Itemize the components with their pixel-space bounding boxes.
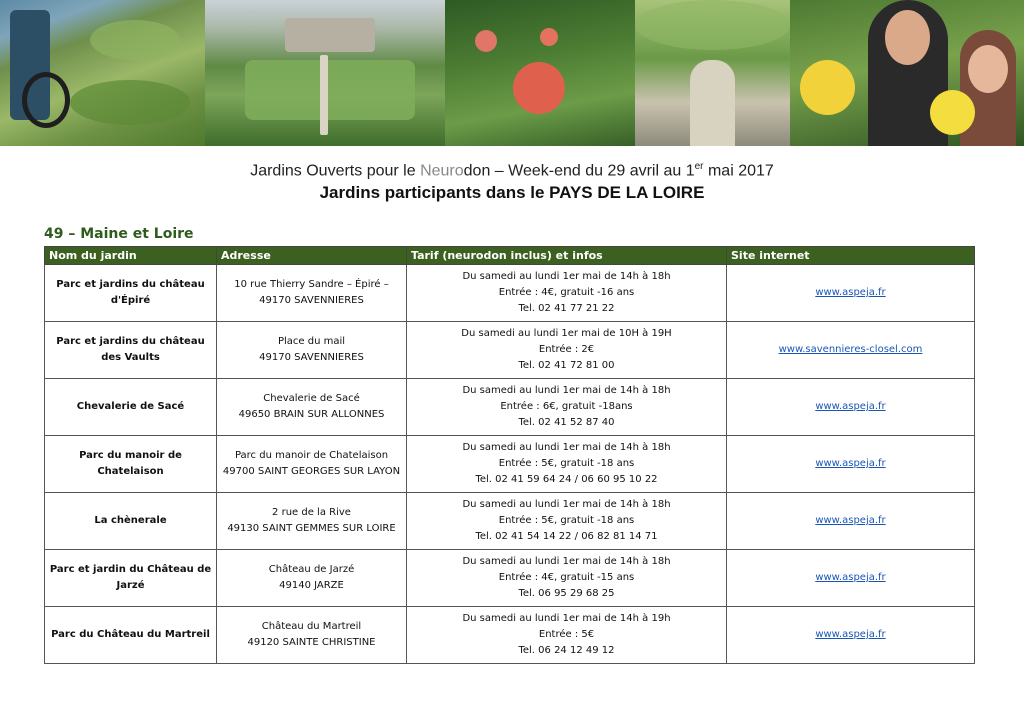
garden-name: Parc du manoir de Chatelaison (45, 436, 217, 493)
garden-info (407, 265, 727, 322)
info-line: Entrée : 4€, gratuit -15 ans (498, 572, 635, 583)
garden-info (407, 607, 727, 664)
info-line: Du samedi au lundi 1er mai de 14h à 18h (462, 442, 671, 453)
website-link[interactable]: www.aspeja.fr (815, 458, 886, 469)
info-line: Du samedi au lundi 1er mai de 10H à 19H (461, 328, 672, 339)
garden-info (407, 322, 727, 379)
banner-photo-family (790, 0, 1024, 146)
info-line: Tel. 02 41 54 14 22 / 06 82 81 14 71 (475, 531, 658, 542)
column-header-name: Nom du jardin (45, 247, 217, 265)
address-line: Parc du manoir de Chatelaison (234, 450, 389, 461)
neurodon-highlight: Neuro (420, 162, 464, 180)
garden-name: Parc et jardins du château d'Épiré (45, 265, 217, 322)
column-header-address: Adresse (217, 247, 407, 265)
address-line: Château de Jarzé (268, 564, 355, 575)
garden-name: La chènerale (45, 493, 217, 550)
garden-info (407, 436, 727, 493)
table-row (45, 379, 975, 436)
address-line: 49140 JARZE (279, 580, 344, 591)
info-line: Entrée : 2€ (538, 344, 595, 355)
address-line: Château du Martreil (261, 621, 362, 632)
info-line: Tel. 06 24 12 49 12 (518, 645, 615, 656)
garden-name: Parc et jardins du château des Vaults (45, 322, 217, 379)
garden-info (407, 379, 727, 436)
table-row (45, 265, 975, 322)
info-line: Entrée : 6€, gratuit -18ans (500, 401, 633, 412)
banner-photo-strip (0, 0, 1024, 146)
garden-name: Parc du Château du Martreil (45, 607, 217, 664)
info-line: Tel. 06 95 29 68 25 (518, 588, 615, 599)
table-row (45, 550, 975, 607)
banner-photo-chateau (205, 0, 445, 146)
table-row (45, 436, 975, 493)
garden-address (217, 607, 407, 664)
garden-address (217, 265, 407, 322)
column-header-info: Tarif (neurodon inclus) et infos (407, 247, 727, 265)
garden-name: Chevalerie de Sacé (45, 379, 217, 436)
info-line: Entrée : 4€, gratuit -16 ans (498, 287, 635, 298)
column-header-website: Site internet (727, 247, 975, 265)
address-line: 49650 BRAIN SUR ALLONNES (238, 409, 385, 420)
address-line: 49170 SAVENNIERES (259, 295, 364, 306)
table-header-row (45, 247, 975, 265)
address-line: Place du mail (277, 336, 346, 347)
garden-website (727, 436, 975, 493)
info-line: Tel. 02 41 72 81 00 (518, 360, 615, 371)
garden-website (727, 265, 975, 322)
info-line: Du samedi au lundi 1er mai de 14h à 18h (462, 385, 671, 396)
info-line: Du samedi au lundi 1er mai de 14h à 18h (462, 499, 671, 510)
garden-website (727, 493, 975, 550)
info-line: Du samedi au lundi 1er mai de 14h à 18h (462, 556, 671, 567)
garden-website (727, 379, 975, 436)
address-line: Chevalerie de Sacé (263, 393, 360, 404)
banner-photo-arbor (635, 0, 790, 146)
banner-photo-maze (0, 0, 205, 146)
garden-address (217, 379, 407, 436)
garden-name: Parc et jardin du Château de Jarzé (45, 550, 217, 607)
address-line: 49700 SAINT GEORGES SUR LAYON (222, 466, 401, 477)
garden-website (727, 322, 975, 379)
address-line: 10 rue Thierry Sandre – Épiré – (234, 279, 389, 290)
website-link[interactable]: www.aspeja.fr (815, 629, 886, 640)
event-title: Jardins Ouverts pour le Neurodon – Week-end du 29 avril au 1er mai 2017 (250, 161, 774, 180)
info-line: Entrée : 5€, gratuit -18 ans (498, 515, 635, 526)
page-title: Jardins participants dans le PAYS DE LA LOIRE (319, 183, 705, 202)
garden-info (407, 550, 727, 607)
address-line: 49130 SAINT GEMMES SUR LOIRE (227, 523, 396, 534)
address-line: 2 rue de la Rive (272, 507, 351, 518)
garden-website (727, 550, 975, 607)
website-link[interactable]: www.aspeja.fr (815, 515, 886, 526)
table-row (45, 322, 975, 379)
garden-address (217, 322, 407, 379)
info-line: Tel. 02 41 52 87 40 (518, 417, 615, 428)
info-line: Du samedi au lundi 1er mai de 14h à 19h (462, 613, 671, 624)
banner-photo-roses (445, 0, 635, 146)
garden-address (217, 550, 407, 607)
website-link[interactable]: www.aspeja.fr (815, 572, 886, 583)
garden-address (217, 493, 407, 550)
info-line: Entrée : 5€ (538, 629, 595, 640)
table-row (45, 493, 975, 550)
address-line: 49170 SAVENNIERES (259, 352, 364, 363)
website-link[interactable]: www.aspeja.fr (815, 401, 886, 412)
website-link[interactable]: www.aspeja.fr (815, 287, 886, 298)
garden-info (407, 493, 727, 550)
gardens-table (44, 246, 975, 664)
website-link[interactable]: www.savennieres-closel.com (778, 344, 923, 355)
garden-website (727, 607, 975, 664)
info-line: Du samedi au lundi 1er mai de 14h à 18h (462, 271, 671, 282)
info-line: Tel. 02 41 59 64 24 / 06 60 95 10 22 (475, 474, 658, 485)
table-row (45, 607, 975, 664)
department-heading: 49 – Maine et Loire (44, 226, 194, 242)
garden-address (217, 436, 407, 493)
info-line: Entrée : 5€, gratuit -18 ans (498, 458, 635, 469)
address-line: 49120 SAINTE CHRISTINE (247, 637, 376, 648)
info-line: Tel. 02 41 77 21 22 (518, 303, 615, 314)
